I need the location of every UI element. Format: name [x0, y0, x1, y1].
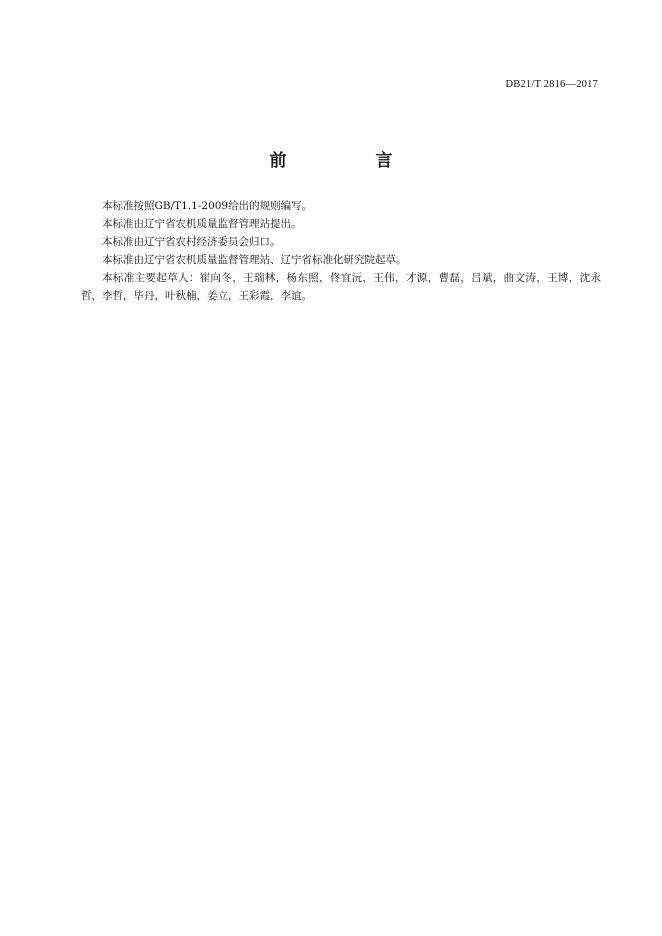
- paragraph-drafting-rules: 本标准按照GB/T1.1-2009给出的规则编写。: [102, 200, 313, 212]
- paragraph-drafting-organizations: 本标准由辽宁省农机质量监督管理站、辽宁省标准化研究院起草。: [102, 254, 407, 266]
- paragraph-proposer: 本标准由辽宁省农机质量监督管理站提出。: [102, 218, 302, 230]
- paragraph-main-drafters: 本标准主要起草人：崔向冬，王瑞林，杨东照，佟宜沅，王伟，才源，曹磊，吕斌，曲文涛，王博，沈永哲，李哲，毕丹，叶秋楠，姜立，王彩霞，李谊。: [81, 272, 601, 302]
- foreword-body: [81, 197, 601, 305]
- paragraph-jurisdiction: 本标准由辽宁省农村经济委员会归口。: [102, 236, 281, 248]
- document-code: DB21/T 2816—2017: [505, 79, 598, 90]
- page-title: 前 言: [269, 151, 429, 171]
